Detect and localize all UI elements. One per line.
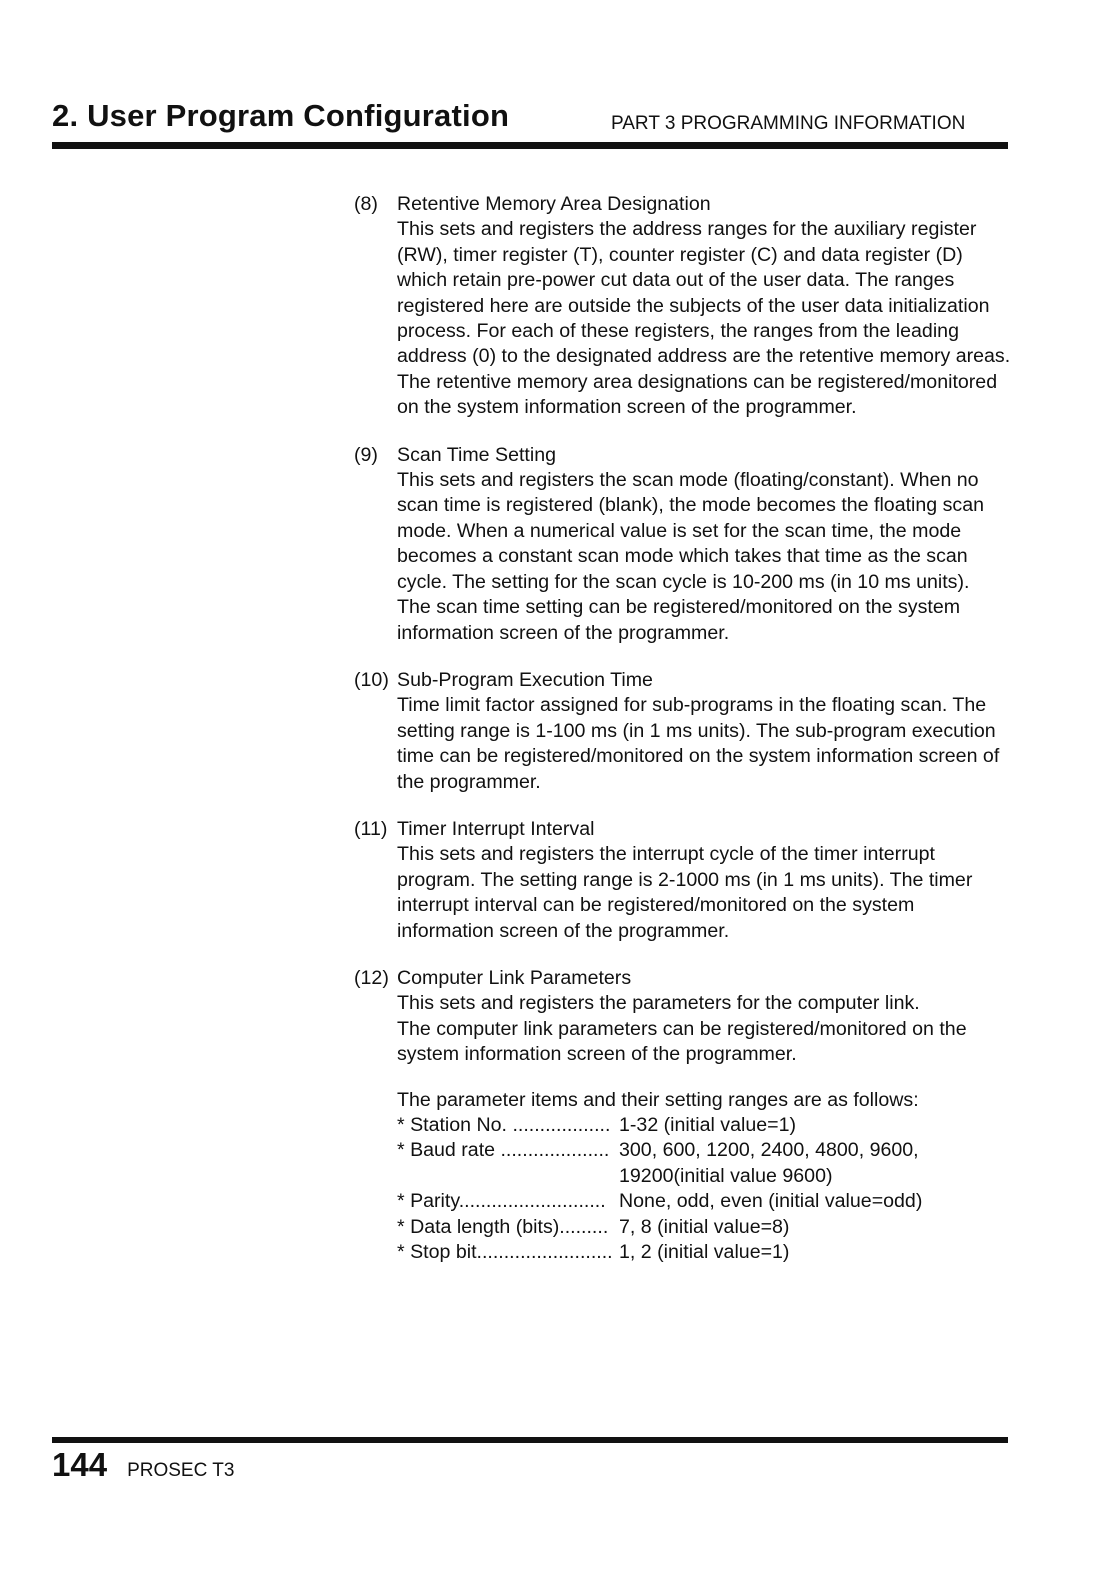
section-number: (11) <box>354 817 388 840</box>
param-label: * Parity........................... <box>397 1190 606 1213</box>
section-paragraph: This sets and registers the scan mode (floating/constant). When no scan time is registered (blank), the mode becomes the floating scan mode. When a numerical value is set for the scan time, the mode becomes a constant scan mode which takes that time as the scan cycle. The setting for the scan cycle is 10-200 ms (in 10 ms units). <box>397 469 985 593</box>
page-number: 144 <box>52 1446 108 1483</box>
section-paragraph: Time limit factor assigned for sub-programs in the floating scan. The setting range is 1-100 ms (in 1 ms units). The sub-program execution time can be registered/monitored on the system information screen of the programmer. <box>397 694 1000 793</box>
section-10 <box>354 668 1014 795</box>
section-9 <box>354 443 1014 646</box>
header-rule <box>52 142 1008 149</box>
main-content <box>354 192 1014 1287</box>
section-12 <box>354 966 1014 1265</box>
spacer <box>397 1068 1014 1088</box>
section-heading <box>354 443 1014 468</box>
section-11 <box>354 817 1014 944</box>
section-number: (12) <box>354 966 389 989</box>
param-row <box>397 1240 1014 1265</box>
section-heading <box>354 817 1014 842</box>
section-number: (10) <box>354 668 389 691</box>
param-row <box>397 1215 1014 1240</box>
footer-rule <box>52 1437 1008 1443</box>
params-intro: The parameter items and their setting ranges are as follows: <box>397 1088 919 1111</box>
param-value: 1, 2 (initial value=1) <box>619 1241 790 1264</box>
param-row <box>397 1113 1014 1138</box>
param-row <box>397 1189 1014 1214</box>
section-heading <box>354 668 1014 693</box>
param-list <box>397 1113 1014 1265</box>
section-number: (8) <box>354 193 378 215</box>
section-number: (9) <box>354 443 378 466</box>
param-row <box>397 1138 1014 1189</box>
section-heading <box>354 192 1014 217</box>
param-label: * Baud rate .................... <box>397 1139 610 1162</box>
section-title: Computer Link Parameters <box>397 966 632 989</box>
section-title: Timer Interrupt Interval <box>397 817 595 840</box>
section-paragraph: The scan time setting can be registered/monitored on the system information screen of the programmer. <box>397 596 961 644</box>
param-value: None, odd, even (initial value=odd) <box>619 1190 923 1213</box>
page-header <box>52 96 1008 156</box>
section-8 <box>354 192 1014 421</box>
section-title: Retentive Memory Area Designation <box>397 193 711 215</box>
part-label: PART 3 PROGRAMMING INFORMATION <box>611 113 966 134</box>
section-heading <box>354 966 1014 991</box>
param-value: 300, 600, 1200, 2400, 4800, 9600, 19200(initial value 9600) <box>619 1139 919 1187</box>
section-title: Sub-Program Execution Time <box>397 668 653 691</box>
chapter-title: 2. User Program Configuration <box>52 98 510 133</box>
section-paragraph: The computer link parameters can be registered/monitored on the system information screen of the programmer. <box>397 1017 967 1066</box>
param-label: * Station No. .................. <box>397 1114 611 1136</box>
param-value: 1-32 (initial value=1) <box>619 1114 796 1136</box>
section-paragraph: This sets and registers the interrupt cycle of the timer interrupt program. The setting range is 2-1000 ms (in 1 ms units). The timer interrupt interval can be registered/monitored on the system information screen of the programmer. <box>397 843 973 942</box>
param-label: * Data length (bits)......... <box>397 1215 609 1238</box>
section-paragraph: This sets and registers the address ranges for the auxiliary register (RW), timer register (T), counter register (C) and data register (D) which retain pre-power cut data out of the user data. The ranges registered here are outside the subjects of the user data initialization process. For each of these registers, the ranges from the leading address (0) to the designated address are the retentive memory areas. The retentive memory area designations can be registered/monitored on the system information screen of the programmer. <box>397 218 1011 419</box>
section-title: Scan Time Setting <box>397 443 557 466</box>
section-paragraph: This sets and registers the parameters for the computer link. <box>397 992 920 1015</box>
param-value: 7, 8 (initial value=8) <box>619 1215 790 1238</box>
param-label: * Stop bit......................... <box>397 1241 613 1264</box>
page-footer <box>52 1446 234 1486</box>
product-name: PROSEC T3 <box>127 1460 235 1481</box>
